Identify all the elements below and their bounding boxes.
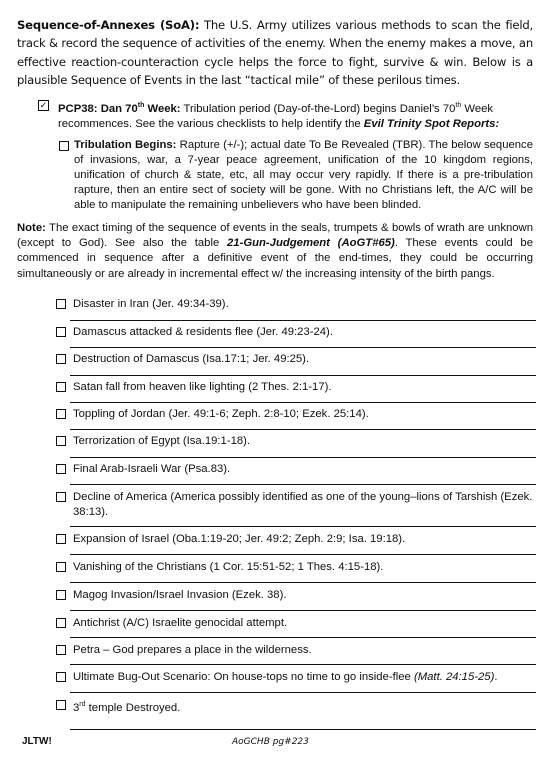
footer-page-ref: AoGCHB pg#223 — [232, 737, 309, 747]
write-in-line — [70, 526, 536, 527]
event-item — [56, 490, 536, 519]
tribulation-heading: Tribulation Begins: — [74, 139, 177, 151]
checkbox-icon[interactable] — [56, 618, 66, 628]
event-item — [56, 643, 536, 658]
checkbox-icon[interactable] — [56, 327, 66, 337]
checkbox-icon[interactable] — [56, 672, 66, 682]
checkbox-icon[interactable] — [56, 464, 66, 474]
note-paragraph: Note: The exact timing of the sequence of events in the seals, trumpets & bowls of wrath are unknown (except to God). See also the table 21-Gun-Judgement (AoGT#65). These events could be commenced in sequence after a definitive event of the end-times, they could be occurring simultaneously or are already in incremental effect w/ the increasing intensity of the birth pangs. — [17, 222, 533, 280]
tribulation-item — [59, 138, 533, 213]
note-label: Note: — [17, 222, 46, 234]
checkbox-icon[interactable] — [56, 436, 66, 446]
intro-paragraph — [17, 16, 533, 90]
event-text: Final Arab-Israeli War (Psa.83). — [73, 463, 231, 475]
checkbox-icon[interactable] — [56, 382, 66, 392]
event-item — [56, 434, 536, 449]
checked-box-icon: ✓ — [39, 100, 48, 110]
write-in-line — [70, 610, 536, 611]
checkbox-icon[interactable] — [56, 590, 66, 600]
write-in-line — [70, 484, 536, 485]
write-in-line — [70, 429, 536, 430]
write-in-line — [70, 320, 536, 321]
event-text: Damascus attacked & residents flee (Jer. 49:23-24). — [73, 326, 333, 338]
evil-trinity-ref: Evil Trinity Spot Reports: — [363, 117, 500, 130]
event-text: Terrorization of Egypt (Isa.19:1-18). — [73, 435, 251, 447]
event-text: Toppling of Jordan (Jer. 49:1-6; Zeph. 2:8-10; Ezek. 25:14). — [73, 408, 369, 420]
event-item — [56, 560, 536, 575]
checkbox-icon[interactable] — [56, 299, 66, 309]
write-in-line — [70, 729, 536, 730]
checkbox-icon[interactable] — [56, 700, 66, 710]
write-in-line — [70, 692, 536, 693]
event-item — [56, 462, 536, 477]
event-text: Ultimate Bug-Out Scenario: On house-tops no time to go inside-flee (Matt. 24:15-25). — [73, 671, 498, 683]
event-text: Petra – God prepares a place in the wilderness. — [73, 644, 312, 656]
event-text: Expansion of Israel (Oba.1:19-20; Jer. 49:2; Zeph. 2:9; Isa. 19:18). — [73, 533, 406, 545]
write-in-line — [70, 554, 536, 555]
tribulation-text: Tribulation Begins: Rapture (+/-); actual date To Be Revealed (TBR). The below sequence of invasions, war, a 7-year peace agreement, unification of the 10 kingdom regions, unification of church & state, etc, all may occur very rapidly. If there is a pre-tribulation rapture, then an entire sect of society will be gone. With no Christians left, the A/C will be able to manipulate the remaining unbelievers who have been blinded. — [74, 139, 533, 211]
checkbox-icon[interactable] — [56, 645, 66, 655]
write-in-line — [70, 457, 536, 458]
event-text: Decline of America (America possibly identified as one of the young–lions of Tarshish (Ezek. 38:13). — [73, 491, 533, 518]
write-in-line — [70, 402, 536, 403]
write-in-line — [70, 664, 536, 665]
event-text: Vanishing of the Christians (1 Cor. 15:51-52; 1 Thes. 4:15-18). — [73, 561, 384, 573]
event-item — [56, 698, 536, 715]
event-item — [56, 297, 536, 312]
event-text: 3rd temple Destroyed. — [73, 701, 181, 714]
checkbox-icon[interactable] — [56, 409, 66, 419]
event-item — [56, 670, 536, 685]
event-item — [56, 407, 536, 422]
write-in-line — [70, 637, 536, 638]
event-text: Destruction of Damascus (Isa.17:1; Jer. 49:25). — [73, 353, 310, 365]
checkbox-icon — [59, 141, 69, 151]
event-item — [56, 588, 536, 603]
checkbox-icon[interactable] — [56, 534, 66, 544]
event-item — [56, 532, 536, 547]
checkbox-icon[interactable] — [56, 562, 66, 572]
checkbox-icon[interactable] — [56, 354, 66, 364]
event-text: Disaster in Iran (Jer. 49:34-39). — [73, 298, 229, 310]
footer-left: JLTW! — [22, 736, 52, 747]
event-text: Magog Invasion/Israel Invasion (Ezek. 38). — [73, 589, 287, 601]
event-item — [56, 616, 536, 631]
table-ref: 21-Gun-Judgement (AoGT#65) — [227, 237, 395, 250]
event-text: Satan fall from heaven like lighting (2 Thes. 2:1-17). — [73, 381, 332, 393]
event-item — [56, 380, 536, 395]
pcp38-text: PCP38: Dan 70th Week: Tribulation period (Day-of-the-Lord) begins Daniel’s 70th Week recommences. See the various checklists to help identify the Evil Trinity Spot Reports: — [58, 102, 500, 130]
soa-term: Sequence-of-Annexes (SoA): — [17, 18, 200, 32]
write-in-line — [70, 375, 536, 376]
write-in-line — [70, 347, 536, 348]
event-text: Antichrist (A/C) Israelite genocidal attempt. — [73, 617, 288, 629]
checkbox-icon[interactable] — [56, 492, 66, 502]
write-in-line — [70, 582, 536, 583]
intro-body: The U.S. Army utilizes various methods to scan the field, track & record the sequence of activities of the enemy. When the enemy makes a move, an effective reaction-counteraction cycle helps the force to fight, survive & win. Below is a plausible Sequence of Events in the last “tactical mile” of these perilous times. — [17, 18, 533, 88]
pcp38-item — [38, 99, 532, 131]
event-item — [56, 352, 536, 367]
scripture-ref: (Matt. 24:15-25) — [413, 671, 495, 683]
event-item — [56, 325, 536, 340]
pcp38-heading: PCP38: Dan 70th Week: — [58, 102, 181, 115]
